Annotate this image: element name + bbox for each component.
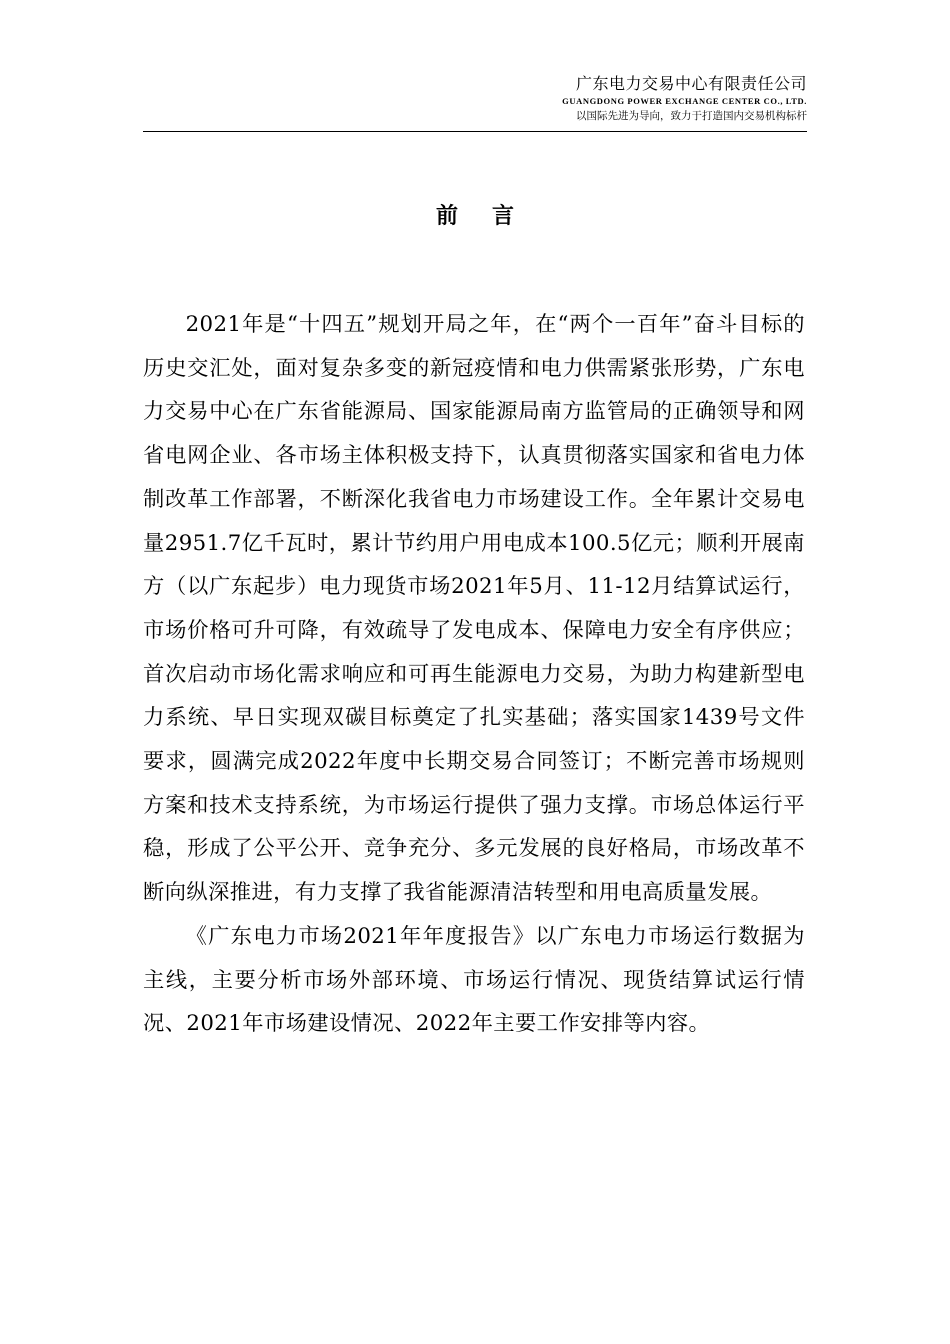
- document-body: [143, 303, 805, 1046]
- company-name-cn: 广东电力交易中心有限责任公司: [575, 74, 807, 93]
- paragraph-2: 《广东电力市场2021年年度报告》以广东电力市场运行数据为主线，主要分析市场外部环境、市场运行情况、现货结算试运行情况、2021年市场建设情况、2022年主要工作安排等内容。: [143, 923, 805, 1037]
- paragraph-1: 2021年是“十四五”规划开局之年，在“两个一百年”奋斗目标的历史交汇处，面对复杂多变的新冠疫情和电力供需紧张形势，广东电力交易中心在广东省能源局、国家能源局南方监管局的正确领导和网省电网企业、各市场主体积极支持下，认真贯彻落实国家和省电力体制改革工作部署，不断深化我省电力市场建设工作。全年累计交易电量2951.7亿千瓦时，累计节约用户用电成本100.5亿元；顺利开展南方（以广东起步）电力现货市场2021年5月、11-12月结算试运行，市场价格可升可降，有效疏导了发电成本、保障电力安全有序供应；首次启动市场化需求响应和可再生能源电力交易，为助力构建新型电力系统、早日实现双碳目标奠定了扎实基础；落实国家1439号文件要求，圆满完成2022年度中长期交易合同签订；不断完善市场规则方案和技术支持系统，为市场运行提供了强力支撑。市场总体运行平稳，形成了公平公开、竞争充分、多元发展的良好格局，市场改革不断向纵深推进，有力支撑了我省能源清洁转型和用电高质量发展。: [143, 312, 805, 906]
- company-slogan: 以国际先进为导向，致力于打造国内交易机构标杆: [576, 110, 807, 122]
- page-title: 前言: [435, 204, 548, 229]
- company-name-en: GUANGDONG POWER EXCHANGE CENTER CO., LTD.: [562, 96, 807, 106]
- page-header: [562, 74, 807, 123]
- header-divider: [143, 131, 807, 132]
